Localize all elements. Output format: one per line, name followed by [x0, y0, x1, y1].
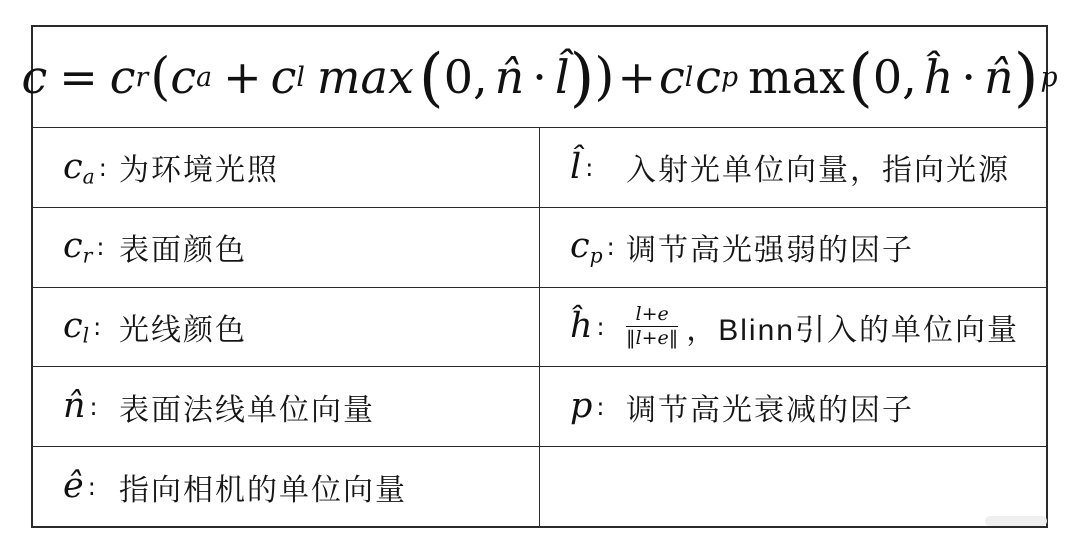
fraction-denominator: ‖l+e‖ [626, 327, 679, 350]
dot-product-sign: · [532, 50, 547, 104]
paren-open-specular: ( [848, 40, 873, 114]
cell-cl [33, 288, 540, 367]
formula-cp-sub: p [721, 61, 739, 93]
cell-p [540, 367, 1046, 446]
blinn-phong-formula [21, 27, 1058, 127]
colon: : [596, 392, 605, 421]
definition-rows [33, 127, 1046, 526]
table-row [33, 366, 1046, 446]
equals-sign: = [59, 50, 98, 104]
variable-definition-table [21, 25, 1058, 528]
formula-cp: c [695, 50, 722, 104]
colon: : [93, 313, 102, 342]
colon: : [585, 153, 594, 182]
table-row [33, 446, 1046, 526]
zero-comma-diffuse: 0, [443, 50, 488, 104]
colon: : [89, 392, 98, 421]
cell-nhat [33, 367, 540, 446]
cell-ehat [33, 447, 540, 526]
cell-cr [33, 208, 540, 287]
symbol-lhat: l̂ : [570, 146, 594, 187]
symbol-ehat: ê : [63, 465, 96, 506]
cell-cp [540, 208, 1046, 287]
watermark-remnant [985, 516, 1047, 526]
definition-text: 入射光单位向量，指向光源 [626, 154, 1010, 188]
max-function-specular: max [748, 50, 846, 104]
formula-cl-sub: l [296, 61, 305, 93]
half-vector-fraction [626, 304, 678, 351]
symbol-cp: cp : [570, 226, 615, 269]
formula-cl: c [270, 50, 297, 104]
formula-cl2: c [658, 50, 685, 104]
paren-open-diffuse: ( [418, 40, 444, 114]
paren-open-outer: ( [150, 47, 171, 107]
symbol-nhat: n̂ : [63, 385, 98, 426]
dot-product-sign-2: · [961, 50, 977, 104]
zero-comma-specular: 0, [872, 50, 917, 104]
plus-sign-inner: + [223, 50, 262, 104]
colon: : [606, 233, 615, 262]
paren-close-outer: ) [594, 47, 615, 107]
symbol-cr: cr : [63, 226, 105, 269]
max-function-diffuse: max [316, 50, 414, 104]
formula-cr-sub: r [135, 61, 149, 93]
colon: : [96, 233, 105, 262]
definition-text: 为环境光照 [119, 154, 279, 188]
colon: : [87, 472, 96, 501]
formula-ca: c [170, 50, 197, 104]
cell-lhat [540, 128, 1046, 207]
symbol-ca: ca : [63, 146, 107, 189]
definition-text: 指向相机的单位向量 [119, 473, 407, 507]
formula-cl2-sub: l [684, 61, 694, 93]
n-hat-symbol: n̂ [494, 50, 525, 104]
definition-text: 光线颜色 [119, 313, 247, 347]
exponent-p: p [1040, 61, 1058, 93]
definition-text: 表面法线单位向量 [119, 393, 375, 427]
n-hat-symbol-2: n̂ [984, 50, 1014, 104]
paren-close-diffuse: ) [569, 40, 595, 114]
table-row [33, 287, 1046, 367]
definition-text: 调节高光衰减的因子 [626, 393, 914, 427]
plus-sign-specular: + [617, 50, 656, 104]
symbol-hhat: ĥ : [570, 306, 605, 347]
l-hat-symbol: l̂ [554, 50, 570, 104]
cell-ca [33, 128, 540, 207]
colon: : [596, 313, 605, 342]
definition-text: 调节高光强弱的因子 [626, 234, 914, 268]
symbol-cl: cl : [63, 306, 102, 348]
formula-cr: c [109, 50, 136, 104]
cell-empty [540, 447, 1046, 526]
formula-ca-sub: a [196, 61, 213, 93]
symbol-p: p : [570, 385, 605, 426]
formula-c: c [21, 50, 48, 104]
colon: : [98, 153, 107, 182]
paren-close-specular: ) [1013, 40, 1039, 114]
fraction-numerator: l+e [626, 304, 678, 328]
definition-text: 表面颜色 [119, 234, 247, 268]
definition-text: ，Blinn引入的单位向量 [686, 313, 1019, 347]
table-row [33, 127, 1046, 207]
cell-hhat [540, 288, 1046, 367]
h-hat-symbol: ĥ [923, 50, 954, 104]
table-row [33, 207, 1046, 287]
